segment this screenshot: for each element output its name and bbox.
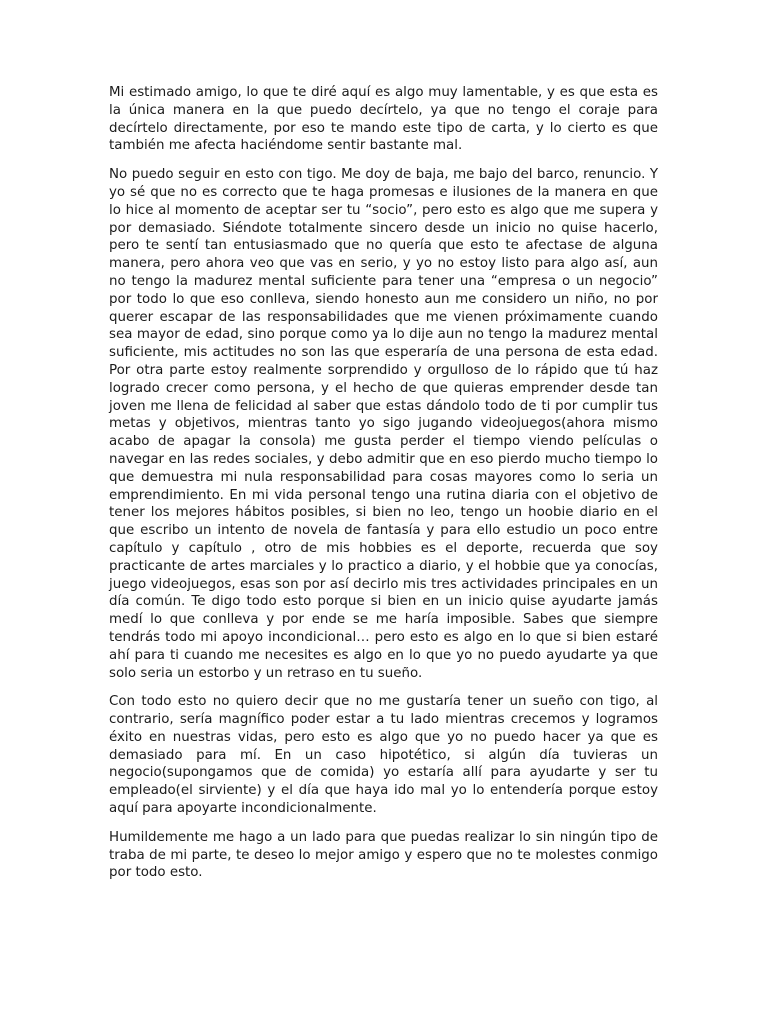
paragraph-clarification: Con todo esto no quiero decir que no me gustaría tener un sueño con tigo, al contrario, sería magnífico poder estar a tu lado mientras crecemos y logramos éxito en nuestras vidas, pero esto es algo que yo no puedo hacer ya que es demasiado para mí. En un caso hipotético, si algún día tuvieras un negocio(supongamos que de comida) yo estaría allí para ayudarte y ser tu empleado(el sirviente) y el día que haya ido mal yo lo entendería porque estoy aquí para apoyarte incondicionalmente. (109, 694, 658, 817)
paragraph-resignation: No puedo seguir en esto con tigo. Me doy de baja, me bajo del barco, renuncio. Y yo sé que no es correcto que te haga promesas e ilusiones de la manera en que lo hice al momento de aceptar ser tu “socio”, pero esto es algo que me supera y por demasiado. Siéndote totalmente sincero desde un inicio no quise hacerlo, pero te sentí tan entusiasmado que no quería que esto te afectase de alguna manera, pero ahora veo que vas en serio, y yo no estoy listo para algo así, aun no tengo la madurez mental suficiente para tener una “empresa o un negocio” por todo lo que eso conlleva, siendo honesto aun me considero un niño, no por querer escapar de las responsabilidades que me vienen próximamente cuando sea mayor de edad, sino porque como ya lo dije aun no tengo la madurez mental suficiente, mis actitudes no son las que esperaría de una persona de esta edad. Por otra parte estoy realmente sorprendido y orgulloso de lo rápido que tú haz logrado crecer como persona, y el hecho de que quieras emprender desde tan joven me llena de felicidad al saber que estas dándolo todo de ti por cumplir tus metas y objetivos, mientras tanto yo sigo jugando videojuegos(ahora mismo acabo de apagar la consola) me gusta perder el tiempo viendo películas o navegar en las redes sociales, y debo admitir que en eso pierdo mucho tiempo lo que demuestra mi nula responsabilidad para cosas mayores como lo seria un emprendimiento. En mi vida personal tengo una rutina diaria con el objetivo de tener los mejores hábitos posibles, si bien no leo, tengo un hoobie diario en el que escribo un intento de novela de fantasía y para ello estudio un poco entre capítulo y capítulo , otro de mis hobbies es el deporte, recuerda que soy practicante de artes marciales y lo practico a diario, y el hobbie que ya conocías, juego videojuegos, esas son por así decirlo mis tres actividades principales en un día común. Te digo todo esto porque si bien en un inicio quise ayudarte jamás medí lo que conlleva y por ende se me haría imposible. Sabes que siempre tendrás todo mi apoyo incondicional… pero esto es algo en lo que si bien estaré ahí para ti cuando me necesites es algo en lo que yo no puedo ayudarte ya que solo seria un estorbo y un retraso en tu sueño. (109, 167, 658, 681)
paragraph-closing: Humildemente me hago a un lado para que puedas realizar lo sin ningún tipo de traba de mi parte, te deseo lo mejor amigo y espero que no te molestes conmigo por todo esto. (109, 829, 658, 881)
paragraph-opening: Mi estimado amigo, lo que te diré aquí es algo muy lamentable, y es que esta es la única manera en la que puedo decírtelo, ya que no tengo el coraje para decírtelo directamente, por eso te mando este tipo de carta, y lo cierto es que también me afecta haciéndome sentir bastante mal. (109, 85, 658, 154)
letter-body (109, 84, 658, 893)
